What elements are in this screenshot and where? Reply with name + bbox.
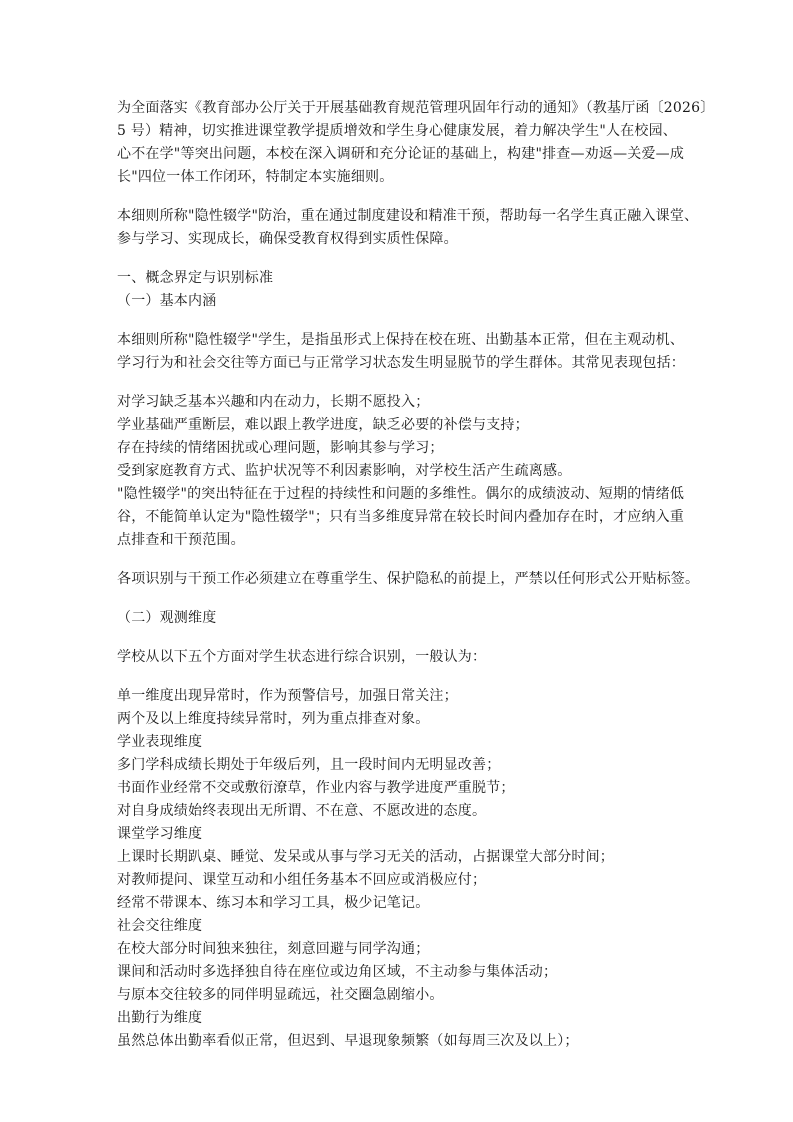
text-line: 对学习缺乏基本兴趣和内在动力，长期不愿投入；: [117, 394, 430, 410]
text-line: 课间和活动时多选择独自待在座位或边角区域，不主动参与集体活动；: [117, 964, 558, 980]
text-line: 为全面落实《教育部办公厅关于开展基础教育规范管理巩固年行动的通知》（教基厅函〔2026〕: [117, 100, 715, 116]
text-line: 本细则所称"隐性辍学"防治，重在通过制度建设和精准干预，帮助每一名学生真正融入课堂、: [117, 208, 699, 224]
text-line: "隐性辍学"的突出特征在于过程的持续性和问题的多维性。偶尔的成绩波动、短期的情绪低: [117, 486, 685, 502]
text-line: 一、概念界定与识别标准: [117, 270, 274, 286]
text-line: 课堂学习维度: [117, 826, 203, 842]
text-line: 学习行为和社会交往等方面已与正常学习状态发生明显脱节的学生群体。其常见表现包括：: [117, 355, 685, 371]
text-line: 单一维度出现异常时，作为预警信号，加强日常关注；: [117, 688, 458, 704]
text-line: 虽然总体出勤率看似正常，但迟到、早退现象频繁（如每周三次及以上）；: [117, 1033, 579, 1049]
text-line: 书面作业经常不交或敷衍潦草，作业内容与教学进度严重脱节；: [117, 780, 515, 796]
text-line: 本细则所称"隐性辍学"学生，是指虽形式上保持在校在班、出勤基本正常，但在主观动机、: [117, 332, 685, 348]
text-line: 长"四位一体工作闭环，特制定本实施细则。: [117, 169, 394, 185]
text-line: 对教师提问、课堂互动和小组任务基本不回应或消极应付；: [117, 872, 487, 888]
text-line: 与原本交往较多的同伴明显疏远，社交圈急剧缩小。: [117, 987, 444, 1003]
text-line: 存在持续的情绪困扰或心理问题，影响其参与学习；: [117, 440, 444, 456]
text-line: 学业表现维度: [117, 734, 203, 750]
text-line: （一）基本内涵: [117, 293, 217, 309]
text-line: 多门学科成绩长期处于年级后列，且一段时间内无明显改善；: [117, 757, 501, 773]
text-line: 上课时长期趴桌、睡觉、发呆或从事与学习无关的活动，占据课堂大部分时间；: [117, 849, 614, 865]
text-line: 点排查和干预范围。: [117, 532, 245, 548]
text-line: 谷，不能简单认定为"隐性辍学"；只有当多维度异常在较长时间内叠加存在时，才应纳入重: [117, 509, 685, 525]
text-line: 经常不带课本、练习本和学习工具，极少记笔记。: [117, 895, 430, 911]
text-line: 5 号）精神，切实推进课堂教学提质增效和学生身心健康发展，着力解决学生"人在校园、: [117, 123, 677, 139]
text-line: 学校从以下五个方面对学生状态进行综合识别，一般认为：: [117, 649, 487, 665]
text-line: 各项识别与干预工作必须建立在尊重学生、保护隐私的前提上，严禁以任何形式公开贴标签。: [117, 571, 700, 587]
text-line: 心不在学"等突出问题，本校在深入调研和充分论证的基础上，构建"排查—劝返—关爱—成: [117, 146, 685, 162]
text-line: 出勤行为维度: [117, 1010, 203, 1026]
text-line: 对自身成绩始终表现出无所谓、不在意、不愿改进的态度。: [117, 803, 487, 819]
text-line: 在校大部分时间独来独往，刻意回避与同学沟通；: [117, 941, 430, 957]
text-line: 受到家庭教育方式、监护状况等不利因素影响，对学校生活产生疏离感。: [117, 463, 572, 479]
text-line: 学业基础严重断层，难以跟上教学进度，缺乏必要的补偿与支持；: [117, 417, 529, 433]
text-line: 两个及以上维度持续异常时，列为重点排查对象。: [117, 711, 430, 727]
text-line: （二）观测维度: [117, 610, 217, 626]
text-line: 参与学习、实现成长，确保受教育权得到实质性保障。: [117, 231, 458, 247]
text-line: 社会交往维度: [117, 918, 203, 934]
